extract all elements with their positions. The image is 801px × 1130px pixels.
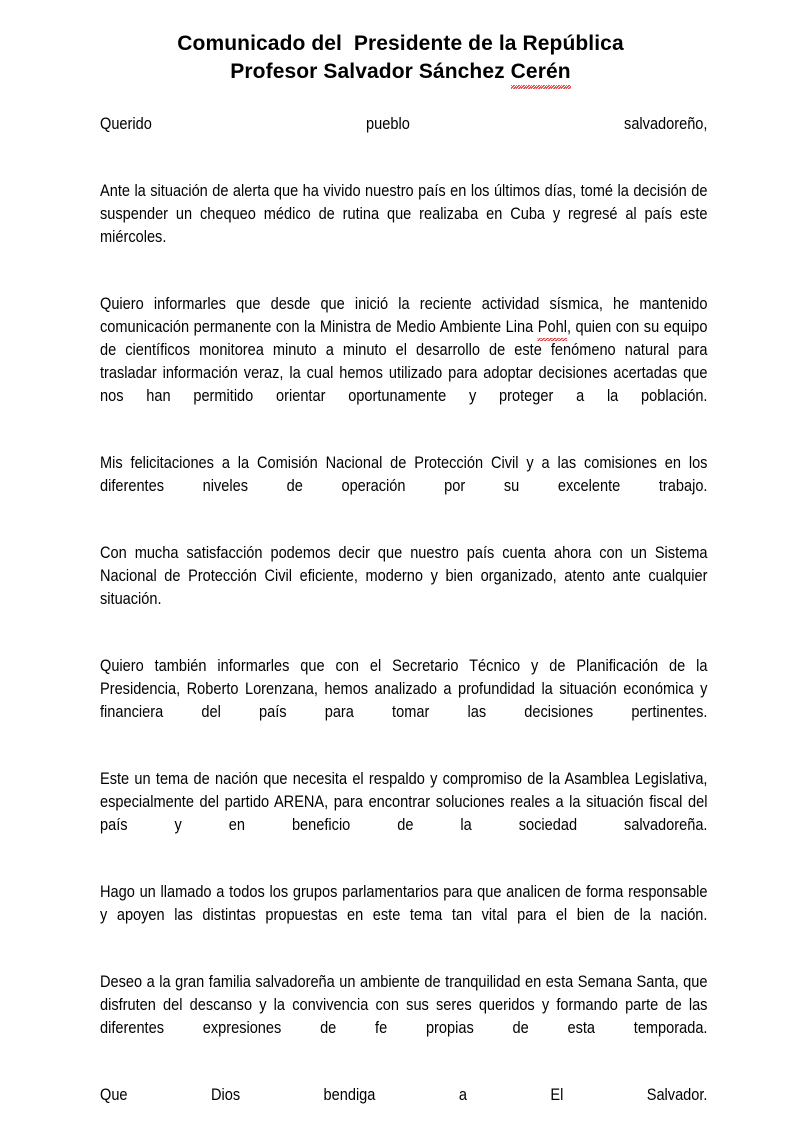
spellcheck-word-ceren: Cerén [511,58,571,86]
paragraph-cierre: Que Dios bendiga a El Salvador. [100,1086,708,1104]
page-title [0,0,801,86]
paragraph-sismica [100,293,707,431]
paragraph-satisfaccion: Con mucha satisfacción podemos decir que nuestro país cuenta ahora con un Sistema Nacional de Protección Civil eficiente, moderno y bien organizado, atento ante cualquier situación. [100,544,708,608]
spellcheck-word-pohl: Pohl [538,316,567,339]
paragraph-semana-santa: Deseo a la gran familia salvadoreña un ambiente de tranquilidad en esta Semana Santa, que disfruten del descanso y la convivencia con sus seres queridos y formando parte de las diferentes expresiones de fe propias de esta temporada. [100,973,708,1037]
paragraph-asamblea: Este un tema de nación que necesita el respaldo y compromiso de la Asamblea Legislativa, especialmente del partido ARENA, para encontrar soluciones reales a la situación fiscal del país y en beneficio de la sociedad salvadoreña. [100,770,708,834]
title-line-2-prefix: Profesor Salvador Sánchez [230,60,511,83]
paragraph-salutation: Querido pueblo salvadoreño, [100,115,708,133]
letter-body [100,113,707,1130]
paragraph-felicitaciones: Mis felicitaciones a la Comisión Nacional de Protección Civil y a las comisiones en los diferentes niveles de operación por su excelente trabajo. [100,454,708,495]
paragraph-llamado: Hago un llamado a todos los grupos parlamentarios para que analicen de forma responsable y apoyen las distintas propuestas en este tema tan vital para el bien de la nación. [100,883,708,924]
paragraph-alerta: Ante la situación de alerta que ha vivido nuestro país en los últimos días, tomé la decisión de suspender un chequeo médico de rutina que realizaba en Cuba y regresé al país este miércoles. [100,182,708,246]
title-line-2 [0,58,801,86]
title-line-1: Comunicado del Presidente de la República [177,32,624,55]
paragraph-sismica-text-after: , quien con su equipo de científicos monitorea minuto a minuto el desarrollo de este fenómeno natural para trasladar información veraz, la cual hemos utilizado para adoptar decisiones acertadas que nos han permitido orientar oportunamente y proteger a la población. [100,318,708,405]
paragraph-secretario: Quiero también informarles que con el Secretario Técnico y de Planificación de la Presidencia, Roberto Lorenzana, hemos analizado a profundidad la situación económica y financiera del país para tomar las decisiones pertinentes. [100,657,708,721]
paragraph-sismica-text-before: Quiero informarles que desde que inició la reciente actividad sísmica, he mantenido comunicación permanente con la Ministra de Medio Ambiente Lina [100,295,708,336]
